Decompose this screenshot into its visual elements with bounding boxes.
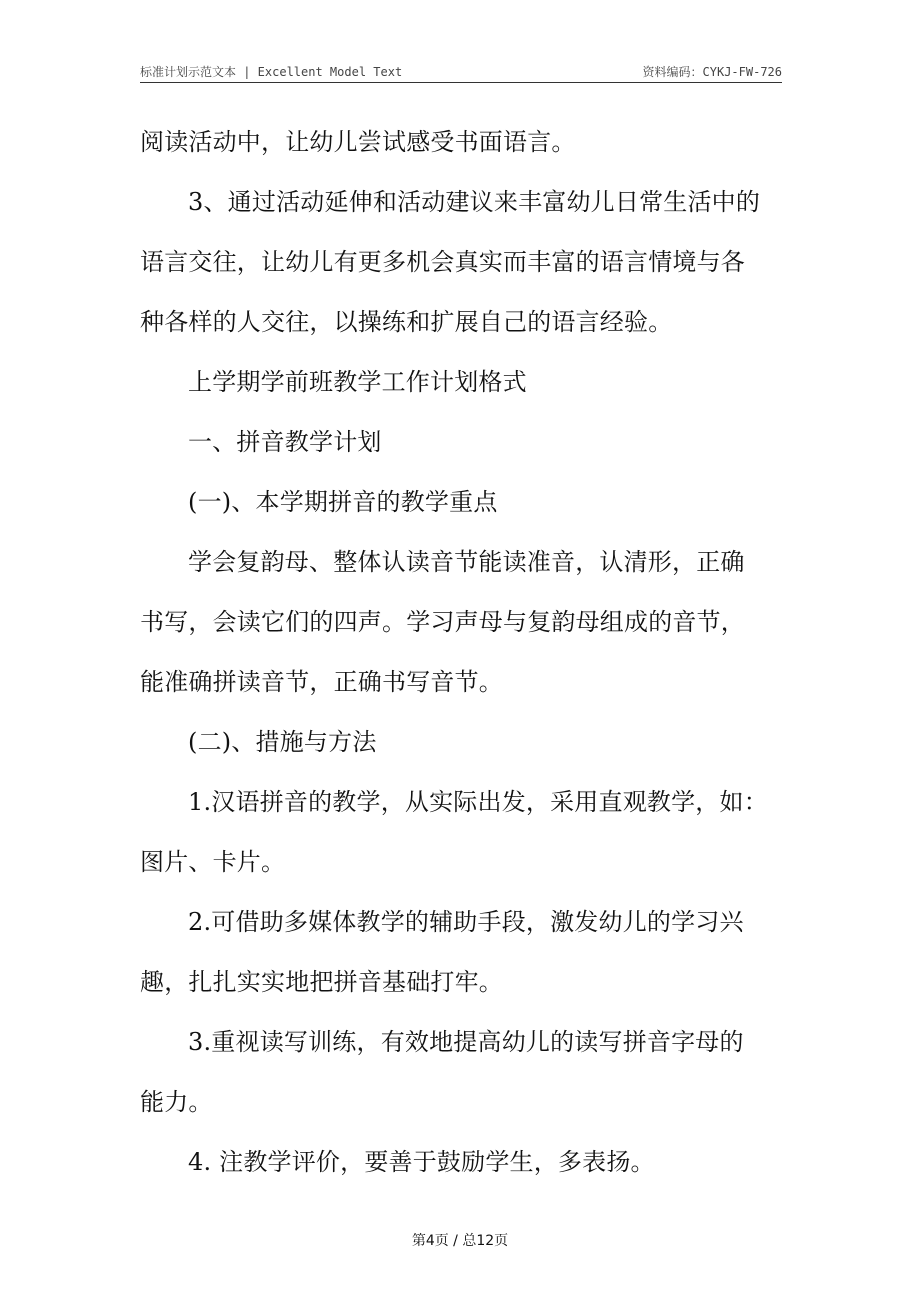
header-title: 标准计划示范文本 | Excellent Model Text <box>140 65 403 79</box>
document-code: 资料编码：CYKJ-FW-726 <box>642 65 782 79</box>
list-item-continuation: 图片、卡片。 <box>140 848 286 876</box>
list-item-continuation: 能力。 <box>140 1088 213 1116</box>
list-item: 2.可借助多媒体教学的辅助手段，激发幼儿的学习兴 <box>188 908 744 936</box>
paragraph-line: 书写，会读它们的四声。学习声母与复韵母组成的音节， <box>140 608 745 636</box>
document-body <box>140 112 780 1192</box>
paragraph-line: 语言交往，让幼儿有更多机会真实而丰富的语言情境与各 <box>140 248 745 276</box>
list-item-continuation: 趣，扎扎实实地把拼音基础打牢。 <box>140 968 503 996</box>
page-header <box>140 60 782 83</box>
list-item: 3.重视读写训练，有效地提高幼儿的读写拼音字母的 <box>188 1028 744 1056</box>
paragraph-line: 学会复韵母、整体认读音节能读准音，认清形，正确 <box>188 548 745 576</box>
paragraph-line: 能准确拼读音节，正确书写音节。 <box>140 668 503 696</box>
paragraph-line: 种各样的人交往，以操练和扩展自己的语言经验。 <box>140 308 673 336</box>
subsection-heading: (一)、本学期拼音的教学重点 <box>188 488 498 516</box>
section-heading: 上学期学前班教学工作计划格式 <box>188 368 527 396</box>
list-item: 4. 注教学评价，要善于鼓励学生，多表扬。 <box>188 1148 655 1176</box>
list-item: 1.汉语拼音的教学，从实际出发，采用直观教学，如： <box>188 788 768 816</box>
paragraph-line: 3、通过活动延伸和活动建议来丰富幼儿日常生活中的 <box>188 188 761 216</box>
page-number: 第4页 / 总12页 <box>411 1233 509 1249</box>
subsection-heading: (二)、措施与方法 <box>188 728 377 756</box>
section-heading: 一、拼音教学计划 <box>188 428 382 456</box>
paragraph-line: 阅读活动中，让幼儿尝试感受书面语言。 <box>140 128 576 156</box>
